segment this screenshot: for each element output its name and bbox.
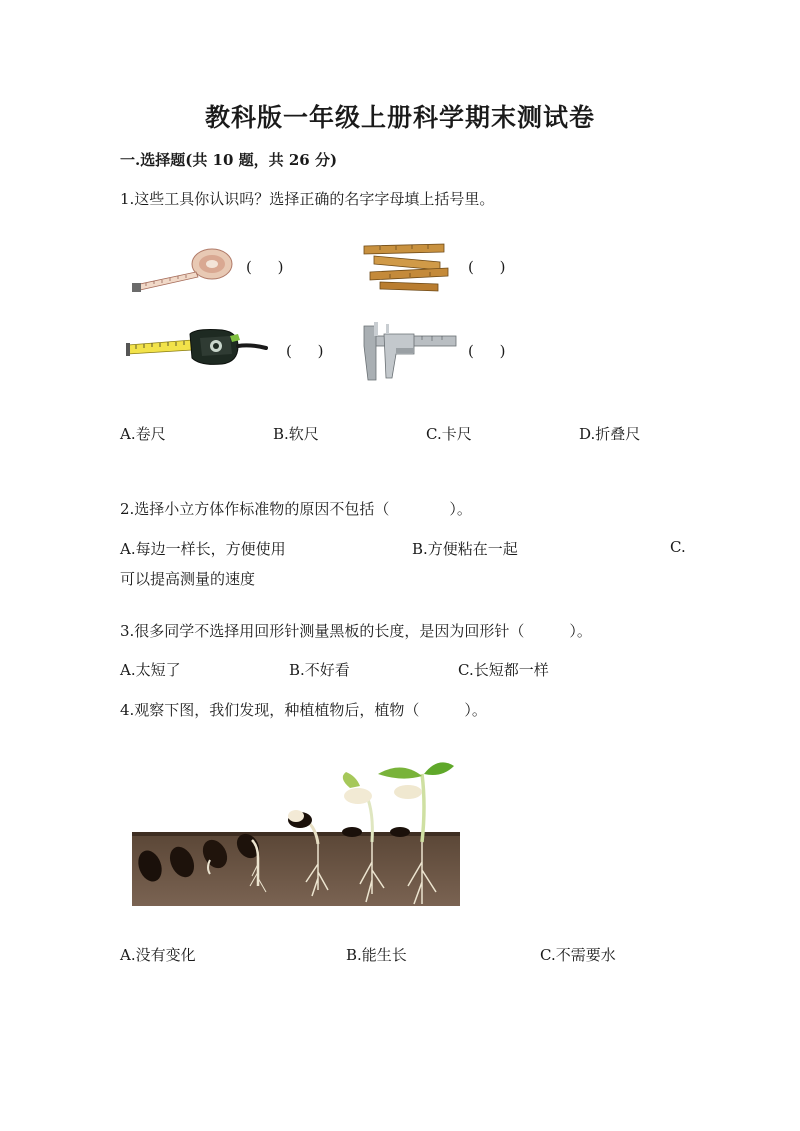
vernier-caliper-image (362, 322, 458, 382)
soft-tape-measure-image (126, 240, 236, 300)
question-3-stem: 3.很多同学不选择用回形针测量黑板的长度，是因为回形针（ ）。 (120, 622, 592, 640)
question-4-stem: 4.观察下图，我们发现，种植植物后，植物（ ）。 (120, 701, 487, 719)
q1-option-c[interactable]: C.卡尺 (426, 425, 472, 443)
q3-option-b[interactable]: B.不好看 (289, 661, 350, 679)
q4-option-c[interactable]: C.不需要水 (540, 946, 616, 964)
q3-option-a[interactable]: A.太短了 (120, 661, 181, 679)
q2-option-c-text[interactable]: 可以提高测量的速度 (120, 570, 256, 588)
answer-blank-1[interactable]: ( ) (246, 258, 286, 276)
seed-germination-image (132, 754, 462, 908)
q3-option-c[interactable]: C.长短都一样 (458, 661, 549, 679)
folding-ruler-image (360, 240, 452, 294)
answer-blank-2[interactable]: ( ) (468, 258, 508, 276)
question-2-stem: 2.选择小立方体作标准物的原因不包括（ ）。 (120, 500, 472, 518)
q2-option-b[interactable]: B.方便粘在一起 (412, 540, 518, 558)
q1-option-b[interactable]: B.软尺 (273, 425, 319, 443)
q1-option-a[interactable]: A.卷尺 (120, 425, 166, 443)
tape-measure-image (126, 326, 268, 368)
answer-blank-3[interactable]: ( ) (286, 342, 326, 360)
answer-blank-4[interactable]: ( ) (468, 342, 508, 360)
q1-option-d[interactable]: D.折叠尺 (579, 425, 641, 443)
q4-option-b[interactable]: B.能生长 (346, 946, 407, 964)
question-1-stem: 1.这些工具你认识吗？选择正确的名字字母填上括号里。 (120, 190, 495, 208)
q2-option-c[interactable]: C. (670, 538, 686, 556)
section-heading: 一.选择题(共 10 题，共 26 分) (120, 151, 338, 169)
q2-option-a[interactable]: A.每边一样长，方便使用 (120, 540, 286, 558)
q4-option-a[interactable]: A.没有变化 (120, 946, 196, 964)
page-title: 教科版一年级上册科学期末测试卷 (204, 103, 595, 132)
